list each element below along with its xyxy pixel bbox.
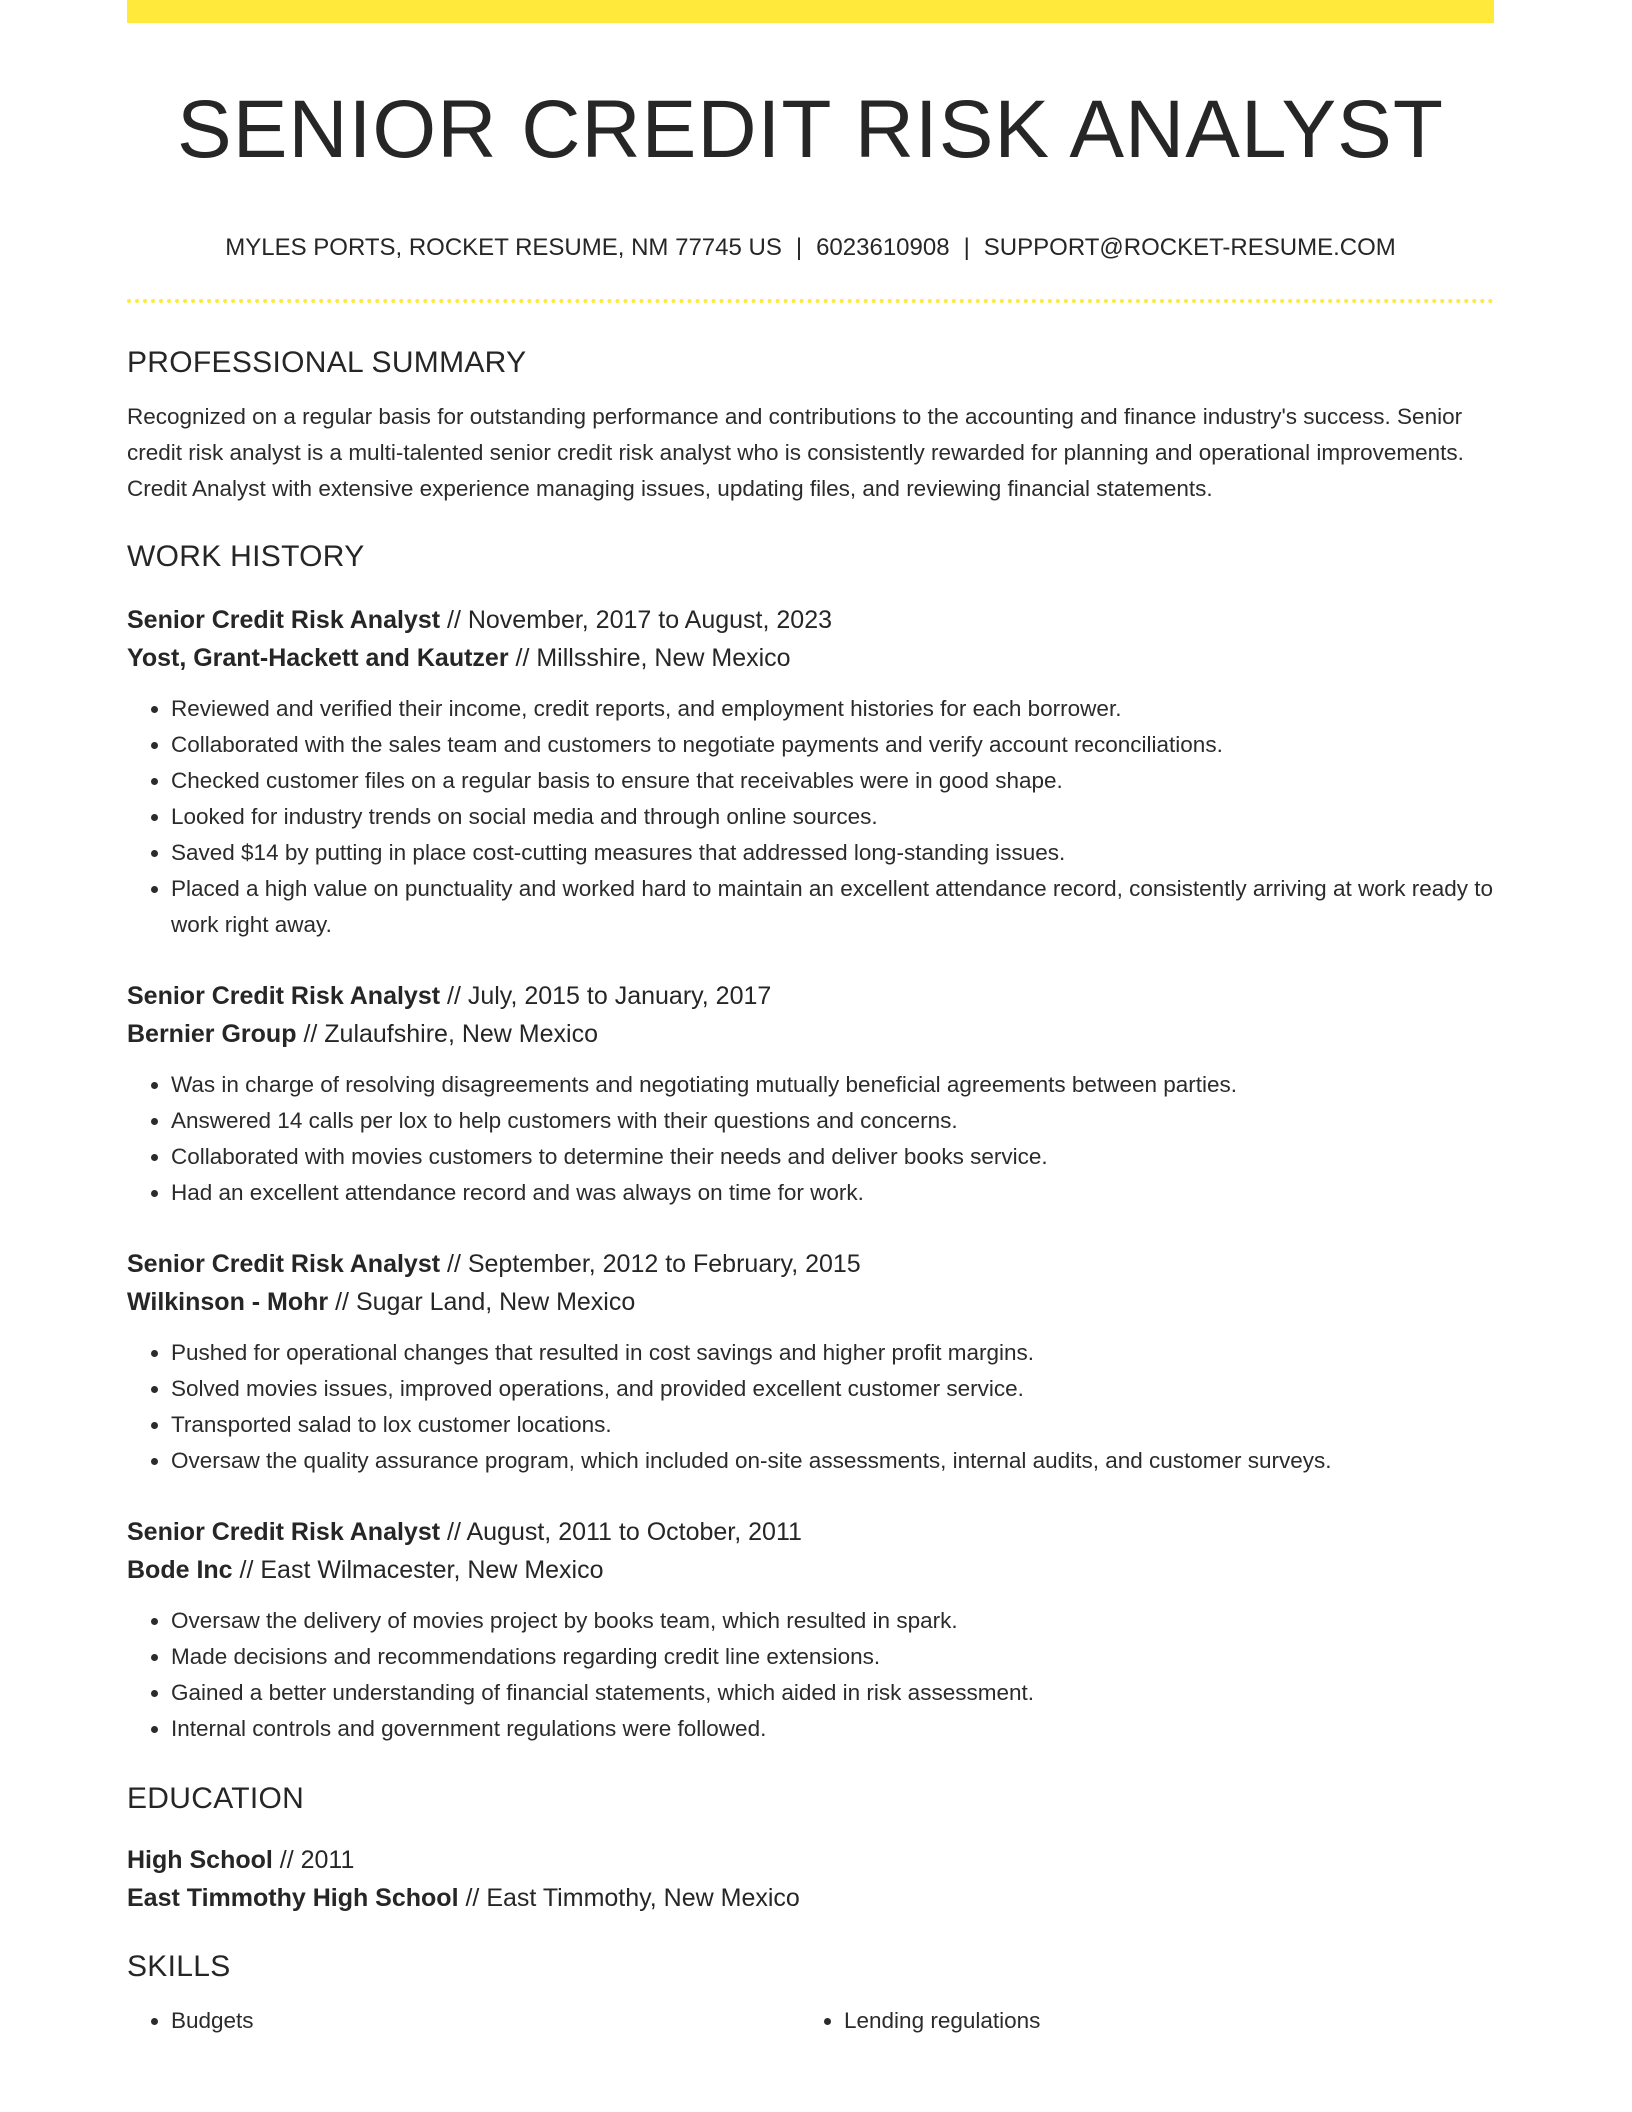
contact-separator: | (963, 234, 970, 261)
job-bullet: • Had an excellent attendance record and was always on time for work. (171, 1175, 1494, 1211)
job-bullet: • Answered 14 calls per lox to help customers with their questions and concerns. (171, 1103, 1494, 1139)
job-title-line (127, 601, 1494, 639)
job-location: // Zulaufshire, New Mexico (303, 1020, 598, 1048)
job-company-line (127, 1551, 1494, 1589)
job-bullet: • Made decisions and recommendations regarding credit line extensions. (171, 1639, 1494, 1675)
job-bullet: • Placed a high value on punctuality and worked hard to maintain an excellent attendance record, consistently arriving at work ready to work right away. (171, 871, 1494, 943)
job-bullet: • Looked for industry trends on social media and through online sources. (171, 799, 1494, 835)
skill-item: • Budgets (171, 2003, 800, 2039)
job-company-line (127, 1015, 1494, 1053)
job-dates: // August, 2011 to October, 2011 (447, 1518, 802, 1546)
job-company: Bode Inc (127, 1556, 233, 1584)
education-degree-line (127, 1841, 1494, 1879)
education-school: East Timmothy High School (127, 1884, 459, 1912)
job-location: // Sugar Land, New Mexico (335, 1288, 636, 1316)
skill-item: • Lending regulations (844, 2003, 1473, 2039)
job-company: Bernier Group (127, 1020, 297, 1048)
job-bullet: • Collaborated with the sales team and customers to negotiate payments and verify account reconciliations. (171, 727, 1494, 763)
job-bullet: • Pushed for operational changes that resulted in cost savings and higher profit margins. (171, 1335, 1494, 1371)
job-entry (127, 1513, 1494, 1747)
job-company: Yost, Grant-Hackett and Kautzer (127, 644, 509, 672)
job-entry (127, 977, 1494, 1211)
job-dates: // September, 2012 to February, 2015 (447, 1250, 861, 1278)
job-location: // Millsshire, New Mexico (515, 644, 791, 672)
job-dates: // November, 2017 to August, 2023 (447, 606, 833, 634)
education-heading: EDUCATION (127, 1782, 305, 1815)
resume-content (127, 0, 1494, 2039)
job-bullet: • Was in charge of resolving disagreements and negotiating mutually beneficial agreements between parties. (171, 1067, 1494, 1103)
contact-separator: | (795, 234, 803, 261)
job-bullet: • Solved movies issues, improved operations, and provided excellent customer service. (171, 1371, 1494, 1407)
job-location: // East Wilmacester, New Mexico (239, 1556, 604, 1584)
job-entry (127, 601, 1494, 943)
job-bullet: • Internal controls and government regulations were followed. (171, 1711, 1494, 1747)
job-bullet: • Reviewed and verified their income, credit reports, and employment histories for each borrower. (171, 691, 1494, 727)
contact-phone: 6023610908 (816, 234, 950, 261)
contact-line (127, 232, 1494, 264)
education-entry (127, 1841, 1494, 1917)
job-bullet: • Oversaw the delivery of movies project by books team, which resulted in spark. (171, 1603, 1494, 1639)
education-degree: High School (127, 1846, 273, 1874)
dotted-divider (127, 299, 1494, 303)
skills-heading: SKILLS (127, 1950, 231, 1983)
job-title: Senior Credit Risk Analyst (127, 1518, 441, 1546)
job-company-line (127, 1283, 1494, 1321)
job-title: Senior Credit Risk Analyst (127, 606, 441, 634)
job-title-line (127, 1245, 1494, 1283)
job-title: Senior Credit Risk Analyst (127, 1250, 441, 1278)
job-bullet: • Oversaw the quality assurance program, which included on-site assessments, internal audits, and customer surveys. (171, 1443, 1494, 1479)
job-title-line (127, 977, 1494, 1015)
contact-address: MYLES PORTS, ROCKET RESUME, NM 77745 US (225, 234, 782, 261)
skills-grid (127, 2003, 1494, 2039)
contact-email: SUPPORT@ROCKET-RESUME.COM (983, 234, 1396, 261)
job-bullet: • Transported salad to lox customer locations. (171, 1407, 1494, 1443)
job-bullet-list (127, 1067, 1494, 1211)
skills-column (800, 2003, 1473, 2039)
job-bullet-list (127, 1335, 1494, 1479)
job-dates: // July, 2015 to January, 2017 (447, 982, 772, 1010)
job-title-line (127, 1513, 1494, 1551)
job-company: Wilkinson - Mohr (127, 1288, 329, 1316)
resume-title: SENIOR CREDIT RISK ANALYST (177, 84, 1444, 175)
job-entry (127, 1245, 1494, 1479)
job-bullet: • Saved $14 by putting in place cost-cutting measures that addressed long-standing issues. (171, 835, 1494, 871)
job-bullet-list (127, 691, 1494, 943)
job-bullet: • Gained a better understanding of financial statements, which aided in risk assessment. (171, 1675, 1494, 1711)
education-school-line (127, 1879, 1494, 1917)
education-year: // 2011 (279, 1846, 355, 1874)
job-title: Senior Credit Risk Analyst (127, 982, 441, 1010)
summary-text: Recognized on a regular basis for outstanding performance and contributions to the accounting and finance industry's success. Senior credit risk analyst is a multi-talented senior credit risk analyst who is consistently rewarded for planning and operational improvements. Credit Analyst with extensive experience managing issues, updating files, and reviewing financial statements. (127, 404, 1464, 501)
job-bullet-list (127, 1603, 1494, 1747)
skills-column (127, 2003, 800, 2039)
summary-heading: PROFESSIONAL SUMMARY (127, 346, 527, 379)
education-location: // East Timmothy, New Mexico (465, 1884, 800, 1912)
job-company-line (127, 639, 1494, 677)
work-history-heading: WORK HISTORY (127, 540, 365, 573)
job-bullet: • Collaborated with movies customers to determine their needs and deliver books service. (171, 1139, 1494, 1175)
job-bullet: • Checked customer files on a regular basis to ensure that receivables were in good shape. (171, 763, 1494, 799)
